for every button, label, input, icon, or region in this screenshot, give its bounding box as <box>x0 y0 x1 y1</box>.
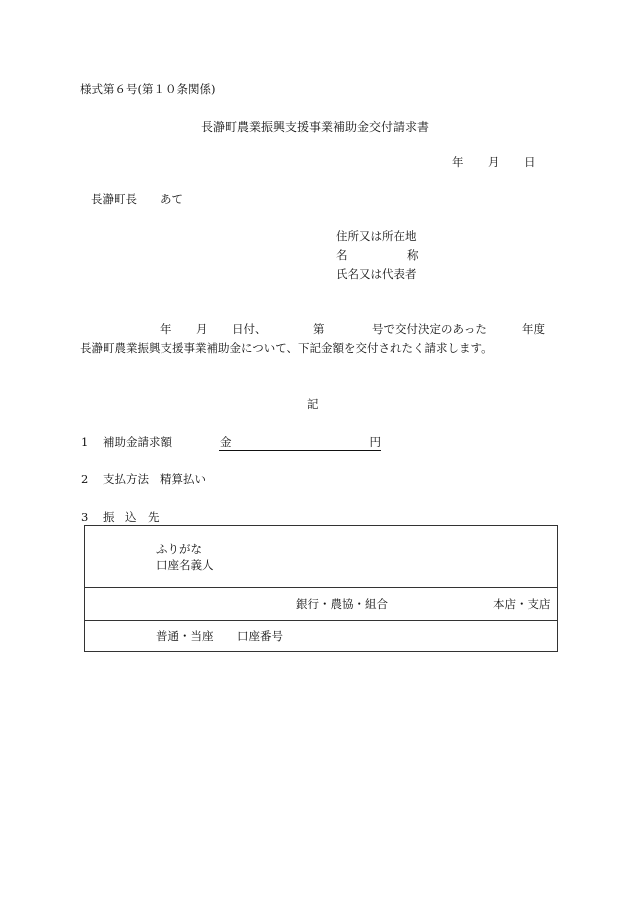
item-3-label-part3: 先 <box>148 510 160 524</box>
account-number-row[interactable] <box>85 620 557 651</box>
amount-prefix: 金 <box>220 435 232 449</box>
transfer-account-table <box>84 525 558 652</box>
bank-type-label: 銀行・農協・組合 <box>296 597 388 611</box>
item-3-label-part2: 込 <box>125 510 137 524</box>
bank-branch-row[interactable] <box>85 587 557 621</box>
account-holder-row[interactable] <box>85 526 557 588</box>
name-label-part2: 称 <box>407 248 419 262</box>
date-month: 月 <box>488 155 500 169</box>
item-3-label-part1: 振 <box>103 510 115 524</box>
item-2-label: 支払方法 <box>103 472 149 486</box>
item-1-label: 補助金請求額 <box>103 435 172 449</box>
form-number: 様式第６号(第１０条関係) <box>80 82 216 96</box>
amount-suffix: 円 <box>369 435 381 449</box>
addressee-suffix: あて <box>160 192 183 206</box>
account-type-label: 普通・当座 <box>156 629 214 643</box>
branch-type-label: 本店・支店 <box>493 597 551 611</box>
account-number-label: 口座番号 <box>237 629 283 643</box>
body-line-2: 長瀞町農業振興支援事業補助金について、下記金額を交付されたく請求します。 <box>80 341 493 355</box>
item-3-number: 3 <box>81 510 89 524</box>
form-title: 長瀞町農業振興支援事業補助金交付請求書 <box>201 120 430 134</box>
item-2-value: 精算払い <box>160 472 206 486</box>
item-2-number: 2 <box>81 472 89 486</box>
ki-heading: 記 <box>307 397 319 411</box>
body-year: 年 <box>160 322 172 336</box>
address-label: 住所又は所在地 <box>336 229 417 243</box>
body-number-suffix: 号で交付決定のあった <box>372 322 487 336</box>
body-number-prefix: 第 <box>313 322 325 336</box>
date-year: 年 <box>452 155 464 169</box>
date-day: 日 <box>524 155 536 169</box>
body-day: 日付、 <box>232 322 267 336</box>
claim-amount-field[interactable] <box>219 435 381 451</box>
addressee-name: 長瀞町長 <box>91 192 137 206</box>
account-holder-label: 口座名義人 <box>156 558 214 572</box>
body-month: 月 <box>196 322 208 336</box>
name-label-part1: 名 <box>336 248 348 262</box>
item-1-number: 1 <box>81 435 89 449</box>
body-fiscal-year: 年度 <box>522 322 545 336</box>
representative-label: 氏名又は代表者 <box>336 267 417 281</box>
furigana-label: ふりがな <box>156 542 202 556</box>
